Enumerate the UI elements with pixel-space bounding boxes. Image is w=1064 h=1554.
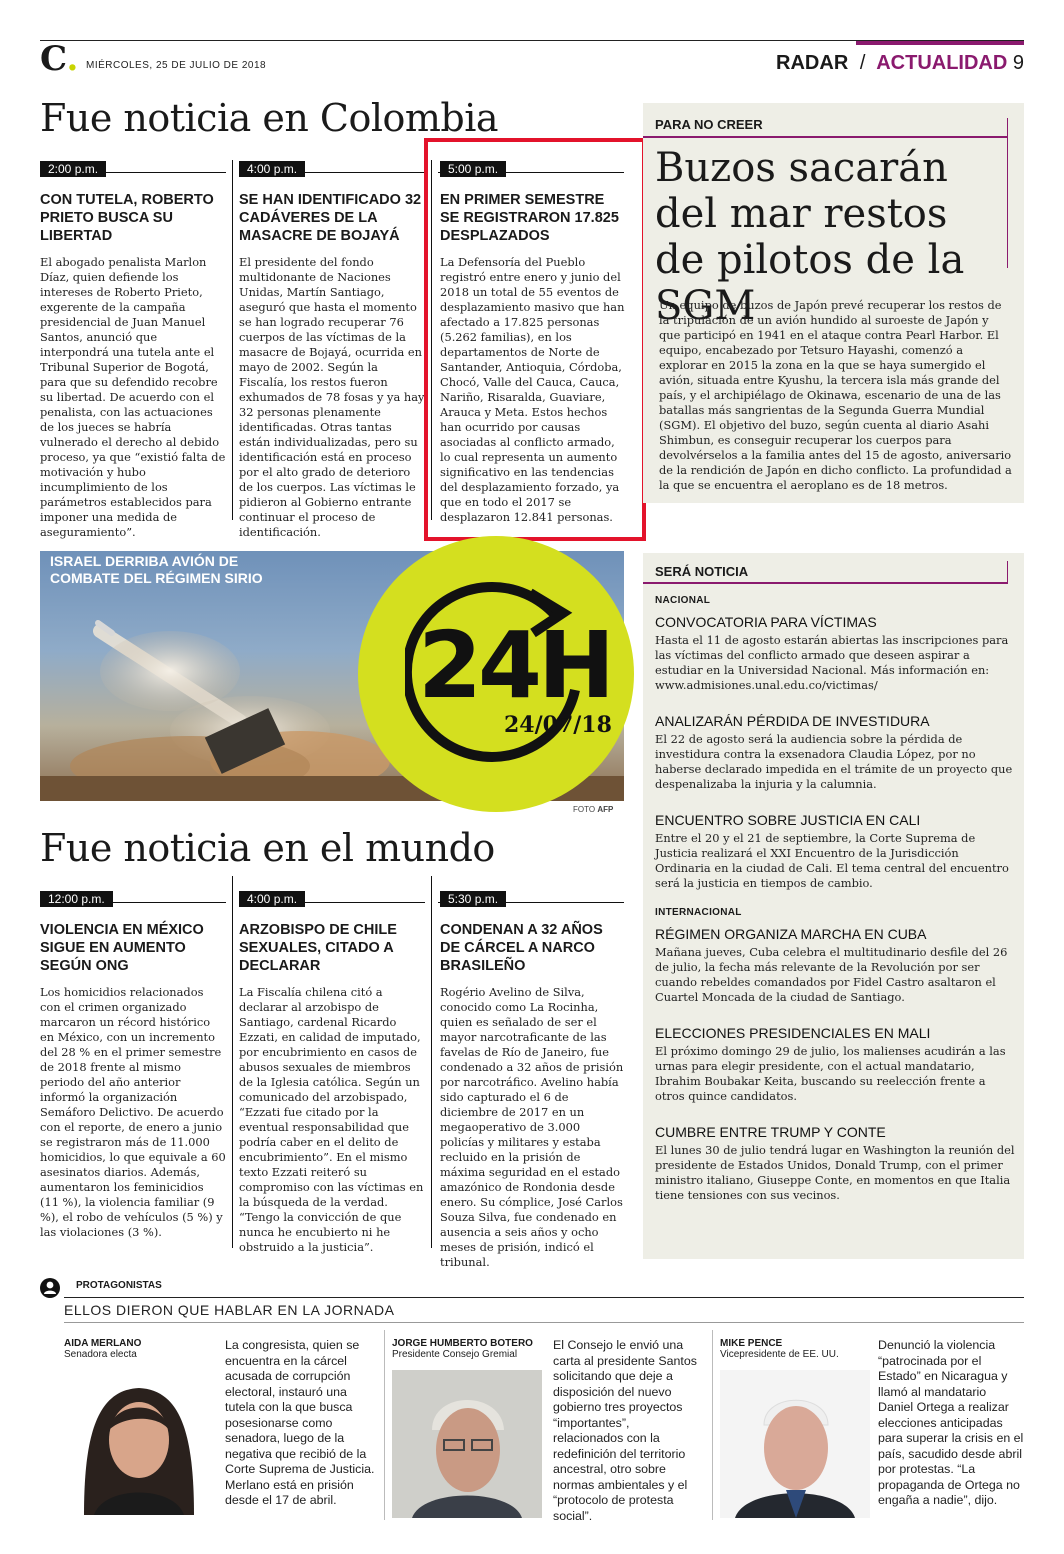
news-item-title: CUMBRE ENTRE TRUMP Y CONTE (655, 1124, 886, 1140)
news-item-body: El lunes 30 de julio tendrá lugar en Washington la reunión del presidente de Estados Unidos, Donald Trump, con el primer ministro italiano, Giuseppe Conte, en momentos en que Italia tiene tensiones con sus vecinos. (655, 1143, 1015, 1202)
para-no-creer-title: Buzos sacarán del mar restos de pilotos de la SGM (655, 145, 965, 329)
nacional-label: NACIONAL (655, 595, 711, 606)
news-item-title: ELECCIONES PRESIDENCIALES EN MALI (655, 1025, 931, 1041)
protagonist-text: La congresista, quien se encuentra en la cárcel acusada de corrupción electoral, instauró una tutela con la que busca posesionarse como senadora, luego de la negativa que recibió de la Corte Suprema de Justicia. Merlano está en prisión desde el 17 de abril. (225, 1338, 375, 1507)
col-divider (431, 876, 432, 1248)
time-badge: 4:00 p.m. (239, 891, 305, 907)
time-badge: 5:00 p.m. (440, 161, 506, 177)
protagonist-2-header (392, 1338, 562, 1360)
protagonist-text: El Consejo le envió una carta al presidente Santos solicitando que deje a disposición del nuevo gobierno tres proyectos “importantes”, relacionados con la redefinición del territorio ancestral, otro sobre normas ambientales y el “protocolo de protesta social”. (553, 1338, 697, 1523)
protagonist-name: JORGE HUMBERTO BOTERO (392, 1338, 533, 1349)
protagonist-role: Senadora electa (64, 1349, 137, 1360)
article-body: Rogério Avelino de Silva, conocido como La Rocinha, quien es señalado de ser el mayor narcotraficante de las favelas de Río de Janeiro, fue condenado a 32 años de prisión por narcotráfico. Avelino había sido capturado el 6 de diciembre de 2017 en un megaoperativo de 3.000 policías y militares y estaba recluido en la prisión de máxima seguridad en el estado amazónico de Rondonia desde enero. Su cómplice, José Carlos Souza Silva, fue condenado en ausencia a seis años y ocho meses de prisión, indicó el tribunal. (440, 985, 624, 1269)
time-badge: 5:30 p.m. (440, 891, 506, 907)
col-divider (232, 160, 233, 520)
article-body: El presidente del fondo multidonante de Naciones Unidas, Martín Santiago, aseguró que hasta el momento se han logrado recuperar 76 cuerpos de las víctimas de la masacre de Bojayá, ocurrida en mayo de 2002. Según la Fiscalía, los restos fueron exhumados de 78 fosas y ya hay 32 personas plenamente identificadas. Otras tantas están individualizadas, pero su identificación está en proceso por el alto grado de deterioro de los cuerpos. Las víctimas le pidieron al Gobierno entrante continuar el proceso de identificación. (239, 255, 425, 539)
section-accent-bar (856, 41, 1024, 45)
photo-caption-line: COMBATE DEL RÉGIMEN SIRIO (50, 570, 263, 586)
section-slash: / (859, 52, 866, 74)
protagonist-name: MIKE PENCE (720, 1338, 783, 1349)
kicker-rule (643, 136, 1008, 138)
news-item (655, 812, 1015, 891)
prot-divider (712, 1330, 713, 1520)
photo-credit (573, 805, 613, 814)
protagonistas-subtitle: ELLOS DIERON QUE HABLAR EN LA JORNADA (64, 1302, 395, 1318)
person-icon (40, 1278, 60, 1298)
photo-credit-label: FOTO (573, 805, 596, 814)
article-body: El abogado penalista Marlon Díaz, quien defiende los intereses de Roberto Prieto, exgerente de la campaña presidencial de Juan Manuel Santos, anunció que interpondrá una tutela ante el Tribunal Superior de Bogotá, para que su defendido recobre su libertad. De acuerdo con el penalista, con las actuaciones de los jueces se habría vulnerado el derecho al debido proceso, ya que “existió falta de motivación y hubo incumplimiento de los parámetros establecidos para imponer una medida de aseguramiento”. (40, 255, 226, 539)
article-body: Los homicidios relacionados con el crimen organizado marcaron un récord histórico en México, con un incremento del 28 % en el primer semestre de 2018 frente al mismo periodo del año anterior informó la organización Semáforo Delictivo. De acuerdo con el reporte, de enero a junio se registraron más de 11.000 homicidios, lo que equivale a 60 asesinatos diarios. Además, aumentaron los feminicidios (11 %), la violencia familiar (9 %), el robo de vehículos (5 %) y las violaciones (3 %). (40, 985, 226, 1239)
newspaper-logo: C. (40, 39, 79, 79)
news-item-body: El próximo domingo 29 de julio, los malienses acudirán a las urnas para elegir presidente, con el actual mandatario, Ibrahim Boubakar Keita, buscando su reelección frente a otros quince candidatos. (655, 1044, 1006, 1103)
badge-24h-label: 24H (418, 612, 612, 719)
para-no-creer-panel (643, 103, 1024, 503)
news-item-title: ANALIZARÁN PÉRDIDA DE INVESTIDURA (655, 713, 930, 729)
sera-noticia-list (655, 595, 1015, 1203)
colombia-article-1 (40, 158, 226, 540)
protagonist-3-header (720, 1338, 870, 1360)
protagonist-3-photo (720, 1370, 870, 1518)
time-badge: 4:00 p.m. (239, 161, 305, 177)
page-number: 9 (1012, 52, 1024, 74)
article-headline: SE HAN IDENTIFICADO 32 CADÁVERES DE LA MASACRE DE BOJAYÁ (239, 192, 422, 244)
article-headline: EN PRIMER SEMESTRE SE REGISTRARON 17.825 DESPLAZADOS (440, 192, 619, 244)
article-body: La Fiscalía chilena citó a declarar al arzobispo de Santiago, cardenal Ricardo Ezzati, en calidad de imputado, por encubrimiento en casos de abusos sexuales de miembros de la Iglesia católica. Según un comunicado del arzobispado, “Ezzati fue citado por la eventual responsabilidad que podría caber en el delito de encubrimiento”. En el mismo texto Ezzati reiteró su compromiso con las víctimas en la búsqueda de la verdad. “Tengo la convicción de que nunca he encubierto ni he obstruido a la justicia”. (239, 985, 424, 1254)
protagonist-name: AIDA MERLANO (64, 1338, 142, 1349)
section-actualidad: ACTUALIDAD (876, 52, 1008, 74)
badge-24h-date: 24/07/18 (504, 712, 612, 738)
news-item-body: Entre el 20 y el 21 de septiembre, la Corte Suprema de Justicia realizará el XXI Encuentro de la Jurisdicción Ordinaria en la ciudad de Cali. El tema central del encuentro será la justicia en tiempos de cambio. (655, 831, 1009, 890)
article-headline: ARZOBISPO DE CHILE SEXUALES, CITADO A DECLARAR (239, 922, 397, 974)
time-badge: 2:00 p.m. (40, 161, 106, 177)
sera-noticia-kicker: SERÁ NOTICIA (655, 564, 749, 579)
protagonistas-rule-2 (64, 1322, 1024, 1323)
protagonist-role: Vicepresidente de EE. UU. (720, 1349, 839, 1360)
news-item (655, 926, 1015, 1005)
article-headline: VIOLENCIA EN MÉXICO SIGUE EN AUMENTO SEGÚN ONG (40, 922, 204, 974)
news-item-body: Mañana jueves, Cuba celebra el multitudinario desfile del 26 de julio, la fecha más relevante de la Revolución por ser cuando rebeldes comandados por Fidel Castro asaltaron el Cuartel Moncada de la ciudad de Santiago. (655, 945, 1008, 1004)
news-item-body: El 22 de agosto será la audiencia sobre la pérdida de investidura contra la exsenadora Claudia López, por no haberse declarado impedida en el trámite de un proyecto que despenalizaba la injuria y la calumnia. (655, 732, 1013, 791)
news-item (655, 614, 1015, 693)
news-item-title: RÉGIMEN ORGANIZA MARCHA EN CUBA (655, 926, 927, 942)
prot-divider (384, 1330, 385, 1520)
date-line: MIÉRCOLES, 25 DE JULIO DE 2018 (86, 60, 267, 71)
news-item (655, 1124, 1015, 1203)
photo-caption (50, 553, 263, 587)
para-no-creer-body: Un equipo de buzos de Japón prevé recuperar los restos de la tripulación de un avión hundido al suroeste de Japón y que participó en 1941 en el ataque contra Pearl Harbor. El equipo, encabezado por Tetsuro Hayashi, comenzó a explorar en 2015 la zona en la que se haya sumergido el avión, situada entre Kyushu, la tercera isla más grande del país, y el archipiélago de Okinawa, escenario de una de las batallas más sangrientas de la Segunda Guerra Mundial (SGM). El objetivo del buzo, según cuenta al diario Asahi Shimbun, es conseguir recuperar los cuerpos para devolvérselos a la familia antes del 15 de agosto, aniversario de la rendición de Japón en dicho conflicto. La profundidad a la que se encuentra el aeroplano es de 18 metros. (659, 298, 1012, 492)
article-body: La Defensoría del Pueblo registró entre enero y junio del 2018 un total de 55 eventos de desplazamiento masivo que han afectado a 17.825 personas (5.262 familias), en los departamentos de Norte de Santander, Antioquia, Córdoba, Chocó, Valle del Cauca, Cauca, Nariño, Risaralda, Guaviare, Arauca y Meta. Estos hechos han ocurrido por causas asociadas al conflicto armado, lo cual representa un aumento significativo en las tendencias del desplazamiento forzado, ya que en todo el 2017 se desplazaron 12.841 personas. (440, 255, 625, 524)
news-item-title: ENCUENTRO SOBRE JUSTICIA EN CALI (655, 812, 921, 828)
news-item (655, 713, 1015, 792)
protagonist-1-photo (64, 1370, 214, 1515)
colombia-article-2 (239, 158, 425, 540)
section-header (776, 52, 1024, 75)
time-badge: 12:00 p.m. (40, 891, 113, 907)
para-no-creer-kicker: PARA NO CREER (655, 117, 763, 132)
kicker-vrule (1007, 561, 1008, 583)
news-item-body: Hasta el 11 de agosto estarán abiertas las inscripciones para las víctimas del conflicto armado que deseen aspirar a estudiar en la Universidad Nacional. Más información en: www.admisiones.unal.edu.co/victimas/ (655, 633, 1009, 692)
article-headline: CONDENAN A 32 AÑOS DE CÁRCEL A NARCO BRASILEÑO (440, 922, 603, 974)
protagonist-2-photo (392, 1370, 542, 1518)
article-headline: CON TUTELA, ROBERTO PRIETO BUSCA SU LIBERTAD (40, 192, 214, 244)
sera-noticia-panel (643, 553, 1024, 1259)
internacional-label: INTERNACIONAL (655, 907, 742, 918)
protagonistas-rule (64, 1297, 1024, 1298)
protagonist-text: Denunció la violencia “patrocinada por el Estado” en Nicaragua y llamó al mandatario Daniel Ortega a realizar elecciones anticipadas para superar la crisis en el país, sacudido desde abril por protestas. “La propaganda de Ortega no engaña a nadie”, dijo. (878, 1338, 1024, 1507)
colombia-title: Fue noticia en Colombia (40, 96, 499, 140)
photo-credit-source: AFP (597, 805, 614, 814)
mundo-article-2 (239, 888, 425, 1255)
protagonistas-kicker: PROTAGONISTAS (76, 1280, 162, 1291)
col-divider (232, 876, 233, 1248)
mundo-title: Fue noticia en el mundo (40, 826, 495, 870)
news-item-title: CONVOCATORIA PARA VÍCTIMAS (655, 614, 877, 630)
mundo-article-1 (40, 888, 226, 1240)
section-radar: RADAR (776, 52, 849, 74)
highlight-box (424, 138, 646, 541)
photo-caption-line: ISRAEL DERRIBA AVIÓN DE (50, 553, 239, 569)
protagonist-role: Presidente Consejo Gremial (392, 1349, 518, 1360)
news-item (655, 1025, 1015, 1104)
kicker-vrule (1007, 118, 1008, 268)
kicker-rule (643, 582, 1008, 584)
protagonist-1-header (64, 1338, 214, 1360)
mundo-article-3 (440, 888, 626, 1270)
